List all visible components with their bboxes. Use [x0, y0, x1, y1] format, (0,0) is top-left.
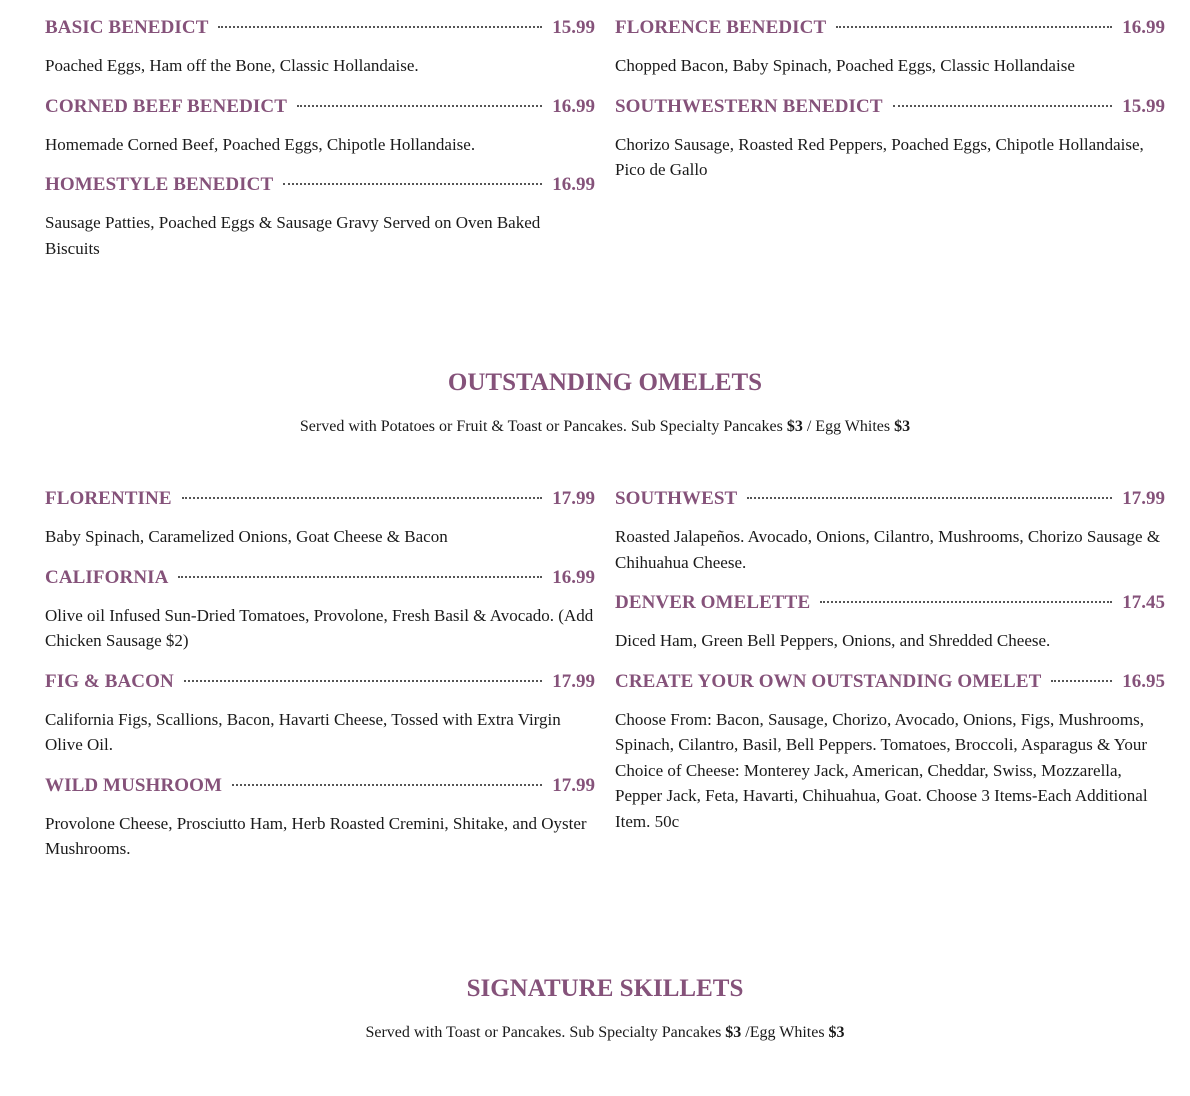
item-name: CREATE YOUR OWN OUTSTANDING OMELET [615, 670, 1042, 692]
subtitle-text: / Egg Whites [806, 418, 891, 435]
dotted-leader [747, 497, 1112, 499]
item-name: CORNED BEEF BENEDICT [45, 95, 288, 117]
menu-item [45, 174, 595, 261]
item-description: Provolone Cheese, Prosciutto Ham, Herb Roasted Cremini, Shitake, and Oyster Mushrooms. [45, 813, 587, 858]
item-price: 16.99 [1122, 17, 1165, 38]
item-price: 17.45 [1122, 592, 1165, 613]
dotted-leader [1051, 680, 1112, 682]
dotted-leader [184, 680, 542, 682]
menu-item [45, 96, 595, 158]
item-price: 17.99 [552, 670, 595, 692]
item-price: 16.99 [552, 95, 595, 117]
menu-item [615, 592, 1165, 654]
item-price: 15.99 [1122, 95, 1165, 117]
item-description: Olive oil Infused Sun-Dried Tomatoes, Provolone, Fresh Basil & Avocado. (Add Chicken Sausage $2) [45, 605, 594, 650]
benedicts-right-column [615, 17, 1165, 278]
item-description: Roasted Jalapeños. Avocado, Onions, Cilantro, Mushrooms, Chorizo Sausage & Chihuahua Cheese. [615, 527, 1161, 572]
item-name: FIG & BACON [45, 670, 174, 692]
item-description: Sausage Patties, Poached Eggs & Sausage Gravy Served on Oven Baked Biscuits [45, 213, 541, 258]
omelets-section [45, 488, 1165, 879]
subtitle-price: $3 [828, 1024, 845, 1041]
subtitle-text: Served with Toast or Pancakes. Sub Specialty Pancakes [365, 1024, 722, 1041]
item-name: DENVER OMELETTE [615, 592, 811, 613]
item-name: WILD MUSHROOM [45, 774, 223, 796]
omelets-right-column [615, 488, 1165, 879]
item-name: HOMESTYLE BENEDICT [45, 174, 274, 195]
item-price: 16.95 [1122, 670, 1165, 692]
dotted-leader [218, 26, 542, 28]
item-name: FLORENTINE [45, 488, 172, 509]
item-description: Baby Spinach, Caramelized Onions, Goat Cheese & Bacon [45, 527, 448, 546]
item-description: California Figs, Scallions, Bacon, Havarti Cheese, Tossed with Extra Virgin Olive Oil. [45, 709, 561, 754]
item-name: CALIFORNIA [45, 566, 169, 588]
subtitle-text: Served with Potatoes or Fruit & Toast or Pancakes. Sub Specialty Pancakes [299, 418, 783, 435]
menu-item [45, 488, 595, 550]
subtitle-price: $3 [725, 1024, 742, 1041]
benedicts-left-column [45, 17, 595, 278]
item-description: Diced Ham, Green Bell Peppers, Onions, and Shredded Cheese. [615, 631, 1051, 650]
subtitle-text: /Egg Whites [745, 1024, 825, 1041]
item-description: Choose From: Bacon, Sausage, Chorizo, Avocado, Onions, Figs, Mushrooms, Spinach, Cilantro, Basil, Bell Peppers. Tomatoes, Broccoli, Asparagus & Your Choice of Cheese: Monterey Jack, American, Cheddar, Swiss, Mozzarella, Pepper Jack, Feta, Havarti, Chihuahua, Goat. Choose 3 Items-Each Additional Item. 50c [615, 709, 1148, 831]
item-description: Poached Eggs, Ham off the Bone, Classic Hollandaise. [45, 56, 419, 75]
menu-item [45, 567, 595, 654]
item-name: SOUTHWESTERN BENEDICT [615, 95, 883, 117]
item-description: Homemade Corned Beef, Poached Eggs, Chipotle Hollandaise. [45, 134, 476, 154]
item-name: FLORENCE BENEDICT [615, 17, 827, 38]
section-subtitle-skillets [0, 1024, 1190, 1042]
section-title-omelets: OUTSTANDING OMELETS [447, 369, 763, 396]
dotted-leader [178, 576, 542, 578]
item-name: BASIC BENEDICT [45, 17, 209, 38]
item-price: 17.99 [552, 488, 595, 509]
section-subtitle-omelets [0, 418, 1190, 436]
item-price: 16.99 [552, 566, 595, 588]
item-price: 17.99 [552, 774, 595, 796]
dotted-leader [820, 601, 1112, 603]
item-price: 16.99 [552, 174, 595, 195]
subtitle-price: $3 [894, 418, 911, 435]
menu-item [45, 17, 595, 79]
item-description: Chopped Bacon, Baby Spinach, Poached Eggs, Classic Hollandaise [615, 56, 1075, 75]
dotted-leader [893, 105, 1113, 107]
item-price: 17.99 [1122, 488, 1165, 509]
item-price: 15.99 [552, 17, 595, 38]
omelets-left-column [45, 488, 595, 879]
menu-item [45, 775, 595, 862]
menu-item [615, 96, 1165, 183]
item-name: SOUTHWEST [615, 488, 738, 509]
menu-item [45, 671, 595, 758]
dotted-leader [182, 497, 543, 499]
dotted-leader [836, 26, 1112, 28]
menu-item [615, 17, 1165, 79]
dotted-leader [297, 105, 542, 107]
menu-item [615, 488, 1165, 575]
section-title-skillets: SIGNATURE SKILLETS [466, 975, 744, 1002]
dotted-leader [232, 784, 542, 786]
benedicts-section [45, 17, 1165, 278]
item-description: Chorizo Sausage, Roasted Red Peppers, Poached Eggs, Chipotle Hollandaise, Pico de Gallo [615, 134, 1144, 179]
dotted-leader [283, 183, 542, 185]
menu-item [615, 671, 1165, 835]
subtitle-price: $3 [786, 418, 803, 435]
